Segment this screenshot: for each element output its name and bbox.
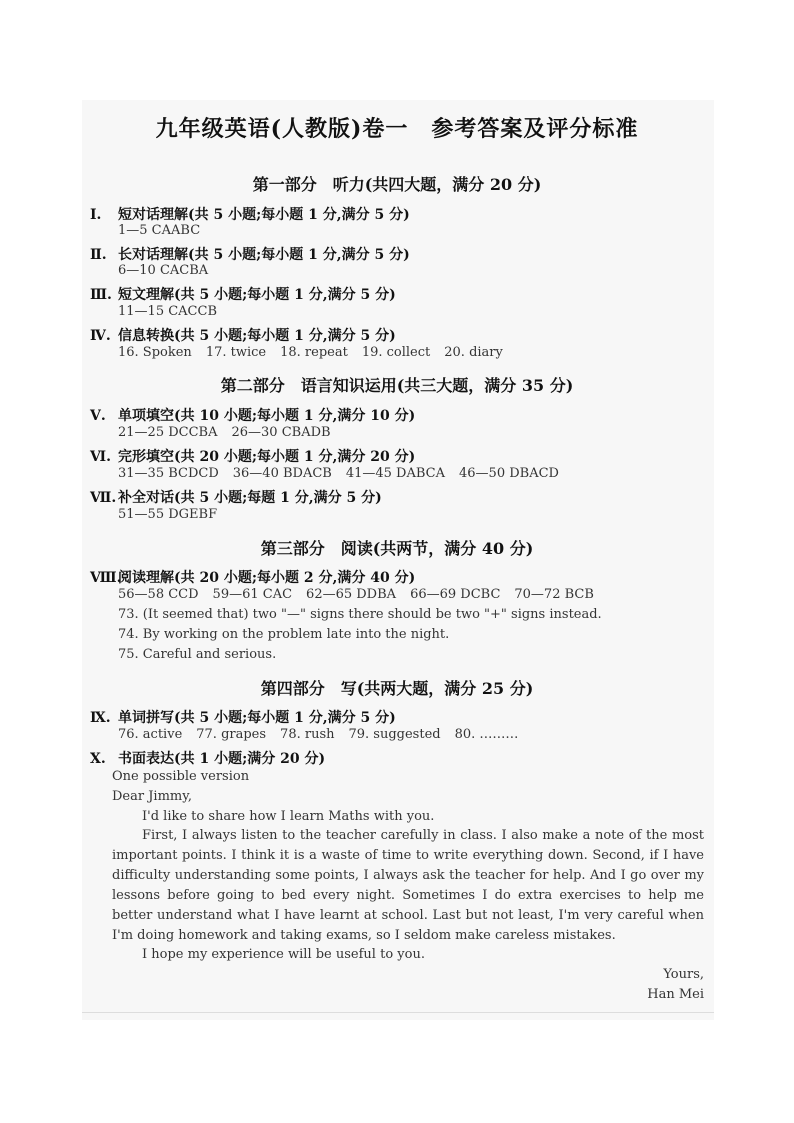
letter-version-label: One possible version: [112, 769, 250, 784]
section-10-title: Ⅹ. 书面表达(共 1 小题;满分 20 分): [90, 751, 326, 767]
section-7-answers: 51—55 DGEBF: [118, 507, 218, 522]
section-3-answers: 11—15 CACCB: [118, 304, 217, 319]
section-4-answers: 16. Spoken 17. twice 18. repeat 19. collect 20. diary: [118, 345, 503, 360]
part-4-heading: 第四部分 写(共两大题，满分 25 分): [260, 679, 534, 698]
part-3-heading: 第三部分 阅读(共两节，满分 40 分): [260, 539, 534, 558]
section-1-title: Ⅰ. 短对话理解(共 5 小题;每小题 1 分,满分 5 分): [90, 207, 410, 223]
part-2-heading: 第二部分 语言知识运用(共三大题，满分 35 分): [220, 376, 574, 395]
page-footer: [82, 1012, 714, 1023]
answer-75: 75. Careful and serious.: [118, 647, 277, 662]
section-2-answers: 6—10 CACBA: [118, 263, 209, 278]
page-title: 九年级英语(人教版)卷一 参考答案及评分标准: [155, 116, 639, 142]
section-4-title: Ⅳ. 信息转换(共 5 小题;每小题 1 分,满分 5 分): [90, 328, 396, 344]
answer-74: 74. By working on the problem late into the night.: [118, 627, 450, 642]
section-5-title: Ⅴ. 单项填空(共 10 小题;每小题 1 分,满分 10 分): [90, 408, 416, 424]
section-5-answers: 21—25 DCCBA 26—30 CBADB: [118, 425, 331, 440]
section-9-answers: 76. active 77. grapes 78. rush 79. suggested 80. ………: [118, 727, 519, 742]
answer-73: 73. (It seemed that) two "—" signs there should be two "+" signs instead.: [118, 607, 602, 622]
section-7-title: Ⅶ. 补全对话(共 5 小题;每题 1 分,满分 5 分): [90, 490, 382, 506]
part-1-heading: 第一部分 听力(共四大题，满分 20 分): [252, 175, 542, 194]
section-2-title: Ⅱ. 长对话理解(共 5 小题;每小题 1 分,满分 5 分): [90, 247, 410, 263]
letter-greeting: Dear Jimmy,: [112, 789, 192, 804]
section-3-title: Ⅲ. 短文理解(共 5 小题;每小题 1 分,满分 5 分): [90, 287, 396, 303]
section-6-answers: 31—35 BCDCD 36—40 BDACB 41—45 DABCA 46—50 DBACD: [118, 466, 559, 481]
letter-signature: Han Mei: [647, 987, 704, 1002]
section-8-answers: 56—58 CCD 59—61 CAC 62—65 DDBA 66—69 DCBC 70—72 BCB: [118, 587, 594, 602]
letter-closing: Yours,: [663, 967, 704, 982]
letter-paragraph-3: I hope my experience will be useful to you.: [142, 947, 425, 962]
section-8-title: Ⅷ.阅读理解(共 20 小题;每小题 2 分,满分 40 分): [90, 570, 416, 586]
section-6-title: Ⅵ. 完形填空(共 20 小题;每小题 1 分,满分 20 分): [90, 449, 416, 465]
letter-paragraph-1: I'd like to share how I learn Maths with you.: [142, 809, 435, 824]
letter-paragraph-2: First, I always listen to the teacher carefully in class. I also make a note of the most important points. I think it is a waste of time to write everything down. Second, if I have difficulty understanding some points, I always ask the teacher for help. And I go over my lessons before going to bed every night. Sometimes I do extra exercises to help me better understand what I have learnt at school. Last but not least, I'm very careful when I'm doing homework and taking exams, so I seldom make careless mistakes.: [112, 828, 704, 943]
section-9-title: Ⅸ. 单词拼写(共 5 小题;每小题 1 分,满分 5 分): [90, 710, 396, 726]
section-1-answers: 1—5 CAABC: [118, 223, 201, 238]
